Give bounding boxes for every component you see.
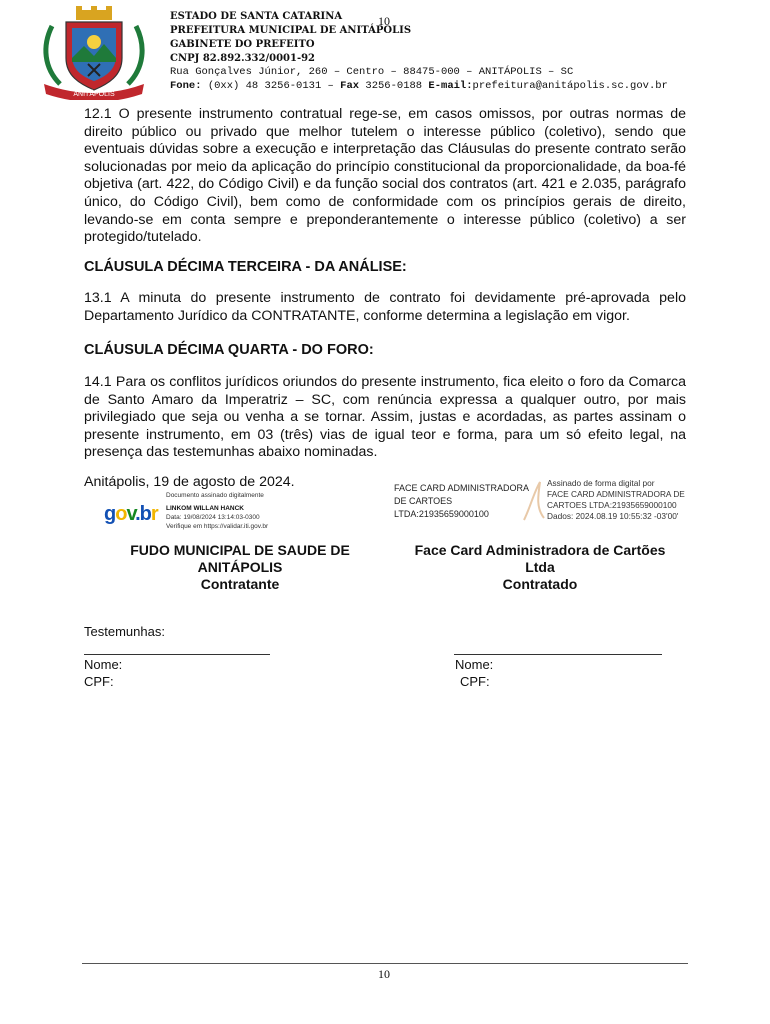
digital-sig-right-line1: Assinado de forma digital por xyxy=(547,478,655,488)
adobe-signature-mark-icon xyxy=(520,478,548,524)
header-gabinete-line: GABINETE DO PREFEITO xyxy=(170,39,315,50)
footer-rule xyxy=(82,963,688,964)
clause-12-1-paragraph: 12.1 O presente instrumento contratual rege-se, em casos omissos, por outras normas de direito público ou privado que melhor tutelem o interesse público (coletivo), sendo que eventuais dúvidas sobre a execução e interpretação das Cláusulas do presente contrato serão solucionadas por meio da aplicação do princípio constitucional da proporcionalidade, da boa-fé objetiva (art. 422, do Código Civil) e da função social dos contratos (art. 421 e 2.035, parágrafo único, do Código Civil), bem como de conformidade com os princípios gerais de direito, levando-se em conta sempre e preponderantemente o interesse público (coletivo) a ser protegido/tutelado. xyxy=(84,106,686,246)
digital-sig-left-line2: DE CARTOES xyxy=(394,496,453,506)
crest-ribbon-text: ANITÁPOLIS xyxy=(73,91,115,98)
witness-1-signature-line xyxy=(84,654,270,655)
witness-2-signature-line xyxy=(454,654,662,655)
digital-sig-left-line3: LTDA:21935659000100 xyxy=(394,509,489,519)
contratante-name-line2: ANITÁPOLIS xyxy=(197,559,283,575)
witness-1-cpf-label: CPF: xyxy=(84,674,114,689)
footer-page-number: 10 xyxy=(378,967,390,981)
header-cnpj-line: CNPJ 82.892.332/0001-92 xyxy=(170,53,316,64)
govbr-logo: gov.br xyxy=(104,503,158,525)
witness-2-cpf-label: CPF: xyxy=(460,674,490,689)
header-email-link[interactable]: prefeitura@anitápolis.sc.gov.br xyxy=(472,80,668,92)
contratante-signature-block xyxy=(100,542,380,593)
clause-13-heading: CLÁUSULA DÉCIMA TERCEIRA - DA ANÁLISE: xyxy=(84,259,407,275)
header-address: Rua Gonçalves Júnior, 260 – Centro – 88475-000 – ANITÁPOLIS – SC xyxy=(170,66,574,78)
clause-14-heading: CLÁUSULA DÉCIMA QUARTA - DO FORO: xyxy=(84,342,374,358)
digital-sig-right-line4: Dados: 2024.08.19 10:55:32 -03'00' xyxy=(547,511,679,521)
clause-14-1-paragraph: 14.1 Para os conflitos jurídicos oriundos do presente instrumento, fica eleito o foro da Comarca de Santo Amaro da Imperatriz – SC, com renúncia expressa a qualquer outro, por mais privilegiado que seja ou venha a se tornar. Assim, justas e acordadas, as partes assinam o presente instrumento, em 03 (três) vias de igual teor e forma, para um só efeito legal, na presença das testemunhas abaixo nominadas. xyxy=(84,374,686,461)
header-prefeitura-line: PREFEITURA MUNICIPAL DE ANITÁPOLIS xyxy=(170,25,412,36)
municipal-crest-logo xyxy=(38,6,150,100)
clause-13-1-paragraph: 13.1 A minuta do presente instrumento de contrato foi devidamente pré-aprovada pelo Departamento Jurídico da CONTRATANTE, conforme determina a legislação em vigor. xyxy=(84,290,686,324)
witness-2-name-label: Nome: xyxy=(455,657,494,672)
govbr-signer: LINKOM WILLAN HANCK xyxy=(166,505,244,512)
contratado-name-line1: Face Card Administradora de Cartões xyxy=(414,542,666,558)
contratado-name-line2: Ltda xyxy=(525,559,555,575)
govbr-date: Data: 19/08/2024 13:14:03-0300 xyxy=(166,514,260,521)
header-state-line: ESTADO DE SANTA CATARINA xyxy=(170,11,343,22)
digital-sig-right-line2: FACE CARD ADMINISTRADORA DE xyxy=(547,489,685,499)
contratante-name-line1: FUDO MUNICIPAL DE SAUDE DE xyxy=(130,542,350,558)
digital-sig-left-line1: FACE CARD ADMINISTRADORA xyxy=(394,483,530,493)
contratado-signature-block xyxy=(390,542,690,593)
header-contact-line: Fone: (0xx) 48 3256-0131 – Fax 3256-0188 E-mail:prefeitura@anitápolis.sc.gov.br xyxy=(170,80,668,92)
contratante-role: Contratante xyxy=(200,576,280,592)
header-page-number: 10 xyxy=(378,14,390,28)
govbr-verify-link[interactable]: Verifique em https://validar.iti.gov.br xyxy=(166,523,269,530)
witness-1-name-label: Nome: xyxy=(84,657,123,672)
govbr-caption: Documento assinado digitalmente xyxy=(166,492,264,499)
contratado-role: Contratado xyxy=(502,576,578,592)
witnesses-title: Testemunhas: xyxy=(84,624,165,639)
place-and-date: Anitápolis, 19 de agosto de 2024. xyxy=(84,474,295,490)
digital-sig-right-line3: CARTOES LTDA:21935659000100 xyxy=(547,500,677,510)
